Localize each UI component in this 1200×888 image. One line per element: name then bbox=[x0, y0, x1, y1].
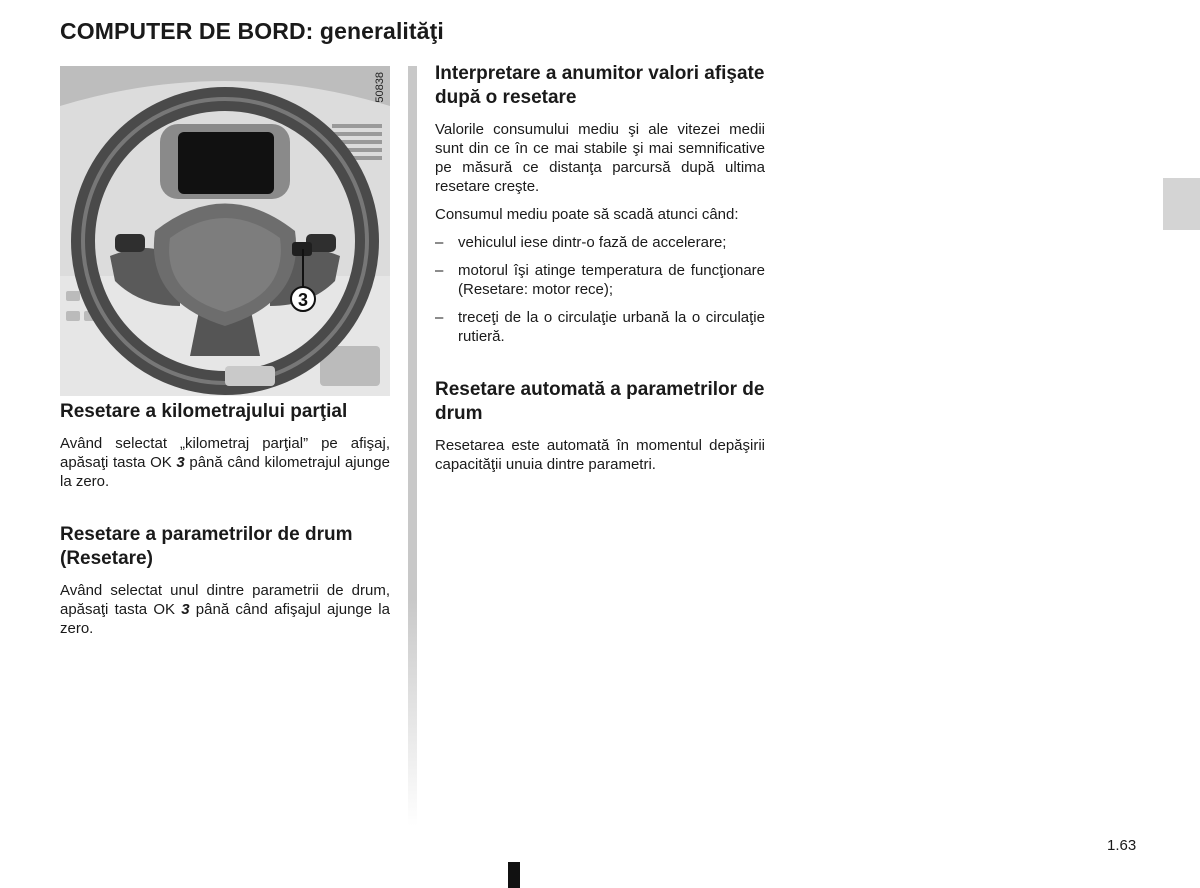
page-title-main: COMPUTER DE BORD: bbox=[60, 18, 320, 44]
section-heading: Resetare a kilometrajului parţial bbox=[60, 401, 348, 422]
section-paragraph: Având selectat „kilometraj parţial” pe afişaj, apăsaţi tasta OK 3 până când kilometrajul ajunge la zero. bbox=[60, 435, 390, 490]
conditions-list bbox=[435, 233, 765, 346]
page-title-sub: generalităţi bbox=[319, 18, 444, 44]
section-paragraph: Consumul mediu poate să scadă atunci când: bbox=[435, 206, 739, 223]
figure-reference-number: 50838 bbox=[374, 72, 386, 103]
list-item: – vehiculul iese dintr-o fază de accelerare; bbox=[435, 233, 765, 252]
steering-wheel-illustration bbox=[60, 66, 390, 396]
section-heading: Resetare a parametrilor de drum (Resetare) bbox=[60, 524, 353, 569]
left-column bbox=[60, 400, 390, 660]
page-number: 1.63 bbox=[1107, 837, 1137, 854]
section-reset-trip-parameters bbox=[60, 523, 390, 638]
steering-wheel-drawing bbox=[60, 66, 390, 396]
right-column bbox=[435, 62, 765, 496]
section-heading: Resetare automată a parametrilor de drum bbox=[435, 379, 765, 424]
section-interpreting-values bbox=[435, 62, 765, 346]
chapter-tab bbox=[1163, 178, 1200, 230]
page-title bbox=[60, 18, 444, 45]
section-heading: Interpretare a anumitor valori afişate după o resetare bbox=[435, 63, 765, 108]
list-item: – treceţi de la o circulaţie urbană la o circulaţie rutieră. bbox=[435, 308, 765, 346]
ok-key-reference: 3 bbox=[176, 454, 185, 471]
section-reset-trip-odometer bbox=[60, 400, 390, 491]
section-automatic-reset bbox=[435, 378, 765, 474]
crop-mark bbox=[508, 862, 520, 888]
list-item: – motorul îşi atinge temperatura de funcţionare (Resetare: motor rece); bbox=[435, 261, 765, 299]
callout-3: 3 bbox=[297, 290, 309, 310]
ok-key-reference: 3 bbox=[181, 601, 190, 618]
section-paragraph: Resetarea este automată în momentul depăşirii capacităţii unuia dintre parametri. bbox=[435, 437, 765, 473]
section-paragraph: Având selectat unul dintre parametrii de drum, apăsaţi tasta OK 3 până când afişajul ajunge la zero. bbox=[60, 582, 390, 637]
column-divider bbox=[408, 66, 417, 826]
section-paragraph: Valorile consumului mediu şi ale vitezei medii sunt din ce în ce mai stabile şi mai semnificative pe măsură ce distanţa parcursă după ultima resetare creşte. bbox=[435, 121, 765, 195]
